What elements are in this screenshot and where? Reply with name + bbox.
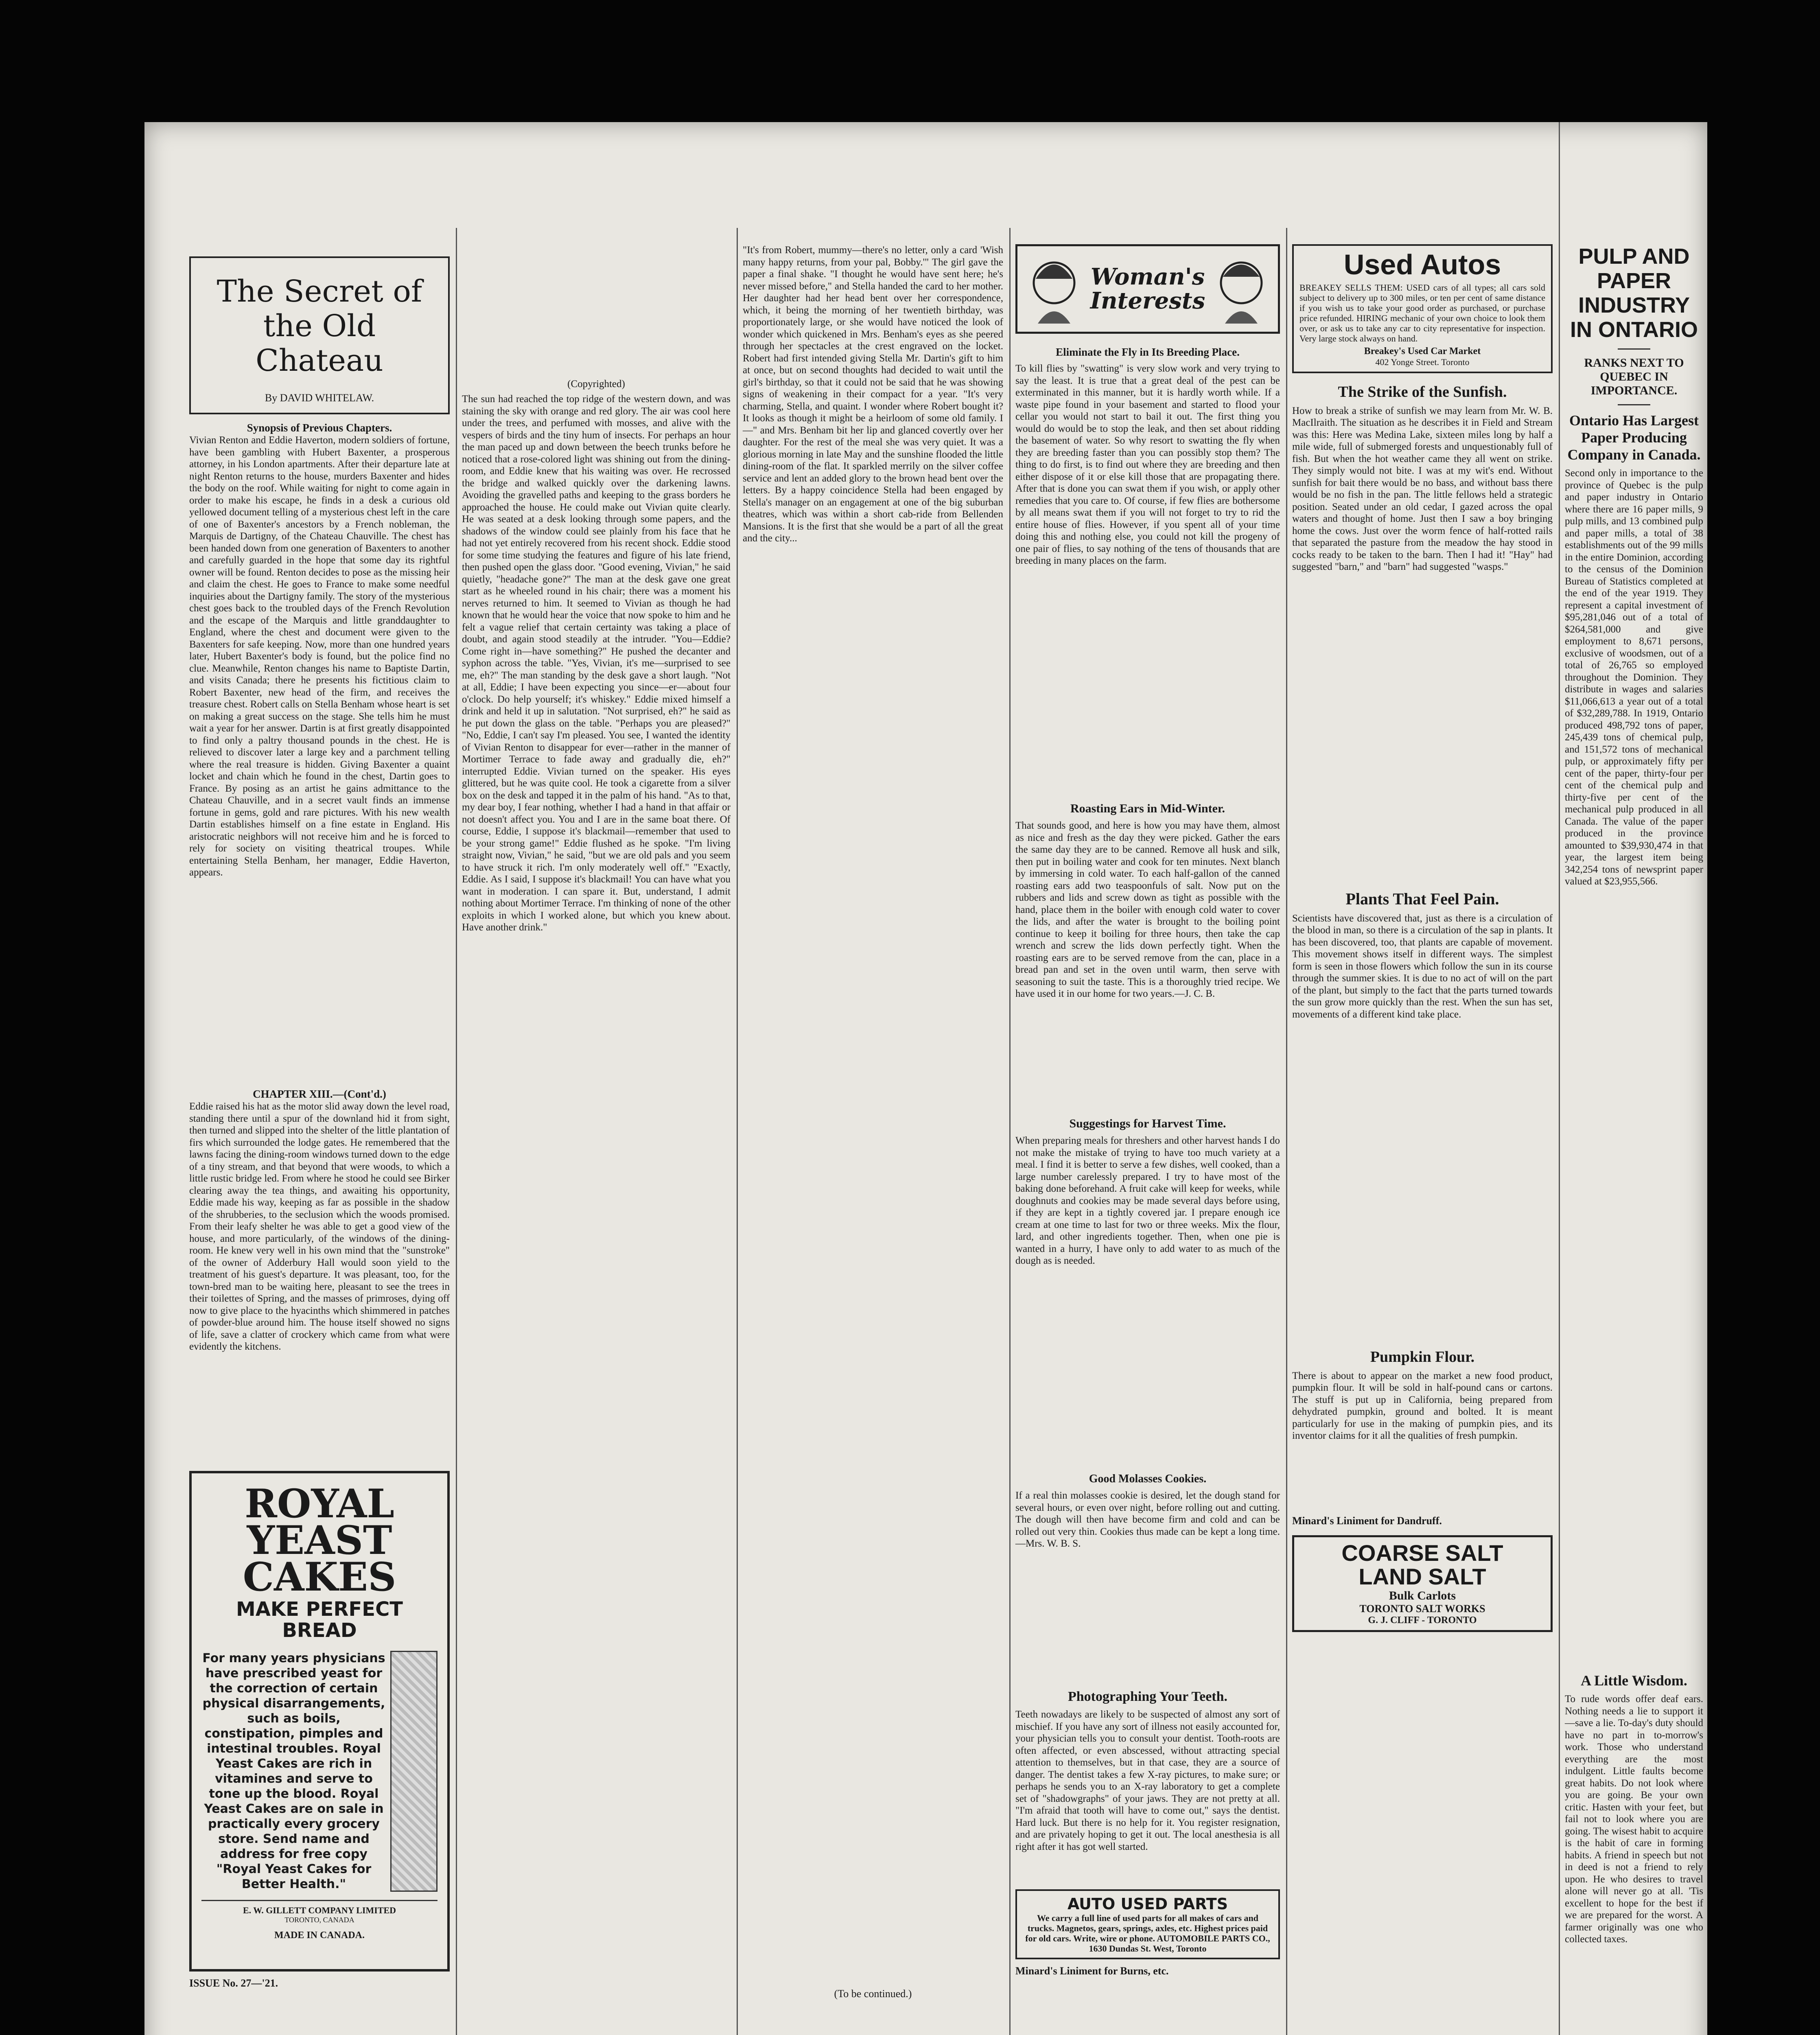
ad-cities: TORONTO, CANADA (284, 1916, 354, 1924)
ad-tagline-1: MAKE PERFECT (236, 1598, 403, 1621)
used-autos-title: Used Autos (1343, 249, 1501, 280)
wisdom-heading: A Little Wisdom. (1581, 1672, 1687, 1689)
ad-company: E. W. GILLETT COMPANY LIMITED (243, 1905, 396, 1915)
roast-text: That sounds good, and here is how you may have them, almost as nice and fresh as the day they were picked. Gather the ears the same day they are to be canned. Remove all husk and silk, then put in boiling water and cook for ten minutes. Next blanch by immersing in cold water. To each half-gallon of the canned roasting ears add two teaspoonfuls of salt. Now put on the rubbers and lids and screw down as tight as possible with the hand, place them in the boiler with enough cold water to cover the lids, and after the water is brought to the boiling point continue to keep it boiling for three hours, then take the cap wrench and screw the lids down perfectly tight. When the roasting ears are to be served remove from the can, place in a bread pan and set in the oven until warm, then serve with seasoning to suit the taste. This is a thoroughly tried recipe. We have used it in our home for two years.—J. C. B. (1015, 820, 1283, 999)
pulp-subtitle: RANKS NEXT TO QUEBEC IN IMPORTANCE. (1584, 356, 1684, 397)
used-autos-ad (1292, 244, 1553, 373)
plants-heading: Plants That Feel Pain. (1345, 889, 1499, 908)
auto-parts-ad (1015, 1889, 1280, 1959)
column-rule (456, 228, 457, 2035)
pumpkin-text: There is about to appear on the market a new food product, pumpkin flour. It will be sold in half-pound cans or cartons. The stuff is put up in California, being prepared from dehydrated pumpkin, ground and bolted. It is meant particularly for use in the making of pumpkin pies, and its inventor claims for it all the qualities of fresh pumpkin. (1292, 1370, 1555, 1441)
harvest-heading: Suggestings for Harvest Time. (1069, 1117, 1226, 1130)
yeast-package-image (390, 1651, 438, 1892)
copyright-notice: (Copyrighted) (567, 379, 625, 389)
salt-title-2: LAND SALT (1358, 1564, 1486, 1590)
ad-body: For many years physicians have prescribed yeast for the correction of certain physical disarrangements, such as boils, constipation, pimples and intestinal troubles. Royal Yeast Cakes are rich in vitamines and serve to tone up the blood. Royal Yeast Cakes are on sale in practically every grocery store. Send name and address for free copy "Royal Yeast Cakes for Better Health." (202, 1651, 385, 1891)
salt-ad (1292, 1535, 1553, 1632)
column-3 (743, 244, 1006, 2035)
column-rule (737, 228, 738, 2035)
used-autos-address: 402 Yonge Street. Toronto (1375, 357, 1470, 367)
column-rule (1009, 228, 1011, 2035)
issue-number: ISSUE No. 27—'21. (189, 1977, 278, 1989)
salt-agent: G. J. CLIFF - TORONTO (1368, 1615, 1477, 1626)
serial-byline: By DAVID WHITELAW. (265, 392, 374, 404)
ad-made-in: MADE IN CANADA. (274, 1930, 365, 1941)
column-4-bottom (1015, 1685, 1283, 2035)
used-autos-text: BREAKEY SELLS THEM: USED cars of all types; all cars sold subject to delivery up to 300 miles, or ten per cent of same distance if you wish us to take your good order as purchased, or purchase price refunded. HIRING mechanic of your own choice to look them over, or ask us to take any car to city representative for inspection. Very large stock always on hand. (1299, 282, 1545, 344)
roast-heading: Roasting Ears in Mid-Winter. (1070, 802, 1225, 815)
synopsis-text: Vivian Renton and Eddie Haverton, modern soldiers of fortune, have been gambling with Hubert Baxenter, a prosperous attorney, in his London apartments. After their departure late at night Renton returns to the house, murders Baxenter and hides the body on the roof. While waiting for night to come again in order to make his escape, he finds in a desk a curious old yellowed document telling of a mysterious chest left in the care of one of Baxenter's ancestors by a French nobleman, the Marquis de Dartigny, of the Chateau Chauville. The chest has been handed down from one generation of Baxenters to another and carefully guarded in the hope that some day its rightful owner will be found. Renton decides to pose as the missing heir and claim the chest. He goes to France to make some needful inquiries about the Dartigny family. The story of the mysterious chest goes back to the troubled days of the French Revolution and the escape of the Marquis and little granddaughter to England, where the chest and document were given to the Baxenters for safe keeping. Now, more than one hundred years later, Hubert Baxenter's body is found, but the police find no clue. Meanwhile, Renton changes his name to Baptiste Dartin, and visits Canada; there he presents his fictitious claim to Robert Baxenter, new head of the firm, and receives the treasure chest. Robert calls on Stella Benham whose heart is set on making a great success on the stage. She tells him he must wait a year for her answer. Dartin is at first greatly disappointed to find only a paltry thousand pounds in the chest. He is relieved to discover later a large key and a parchment telling where the real treasure is hidden. Giving Baxenter a quaint locket and chain which he found in the chest, Dartin goes to France. By posing as an artist he gains admittance to the Chateau Chauville, and in a secret vault finds an immense fortune in gems, gold and rare pictures. With his new wealth Dartin establishes himself on a fine estate in England. His aristocratic neighbors will not receive him and he is forced to rely for society on visiting theatrical troupes. While entertaining Stella Benham, her manager, Eddie Haverton, appears. (189, 435, 453, 878)
woman-portrait-icon (1217, 254, 1266, 324)
molasses-heading: Good Molasses Cookies. (1089, 1473, 1207, 1485)
serial-title: The Secret of the Old Chateau (217, 274, 422, 379)
column-rule (1286, 228, 1287, 2035)
sunfish-text: How to break a strike of sunfish we may learn from Mr. W. B. MacIlraith. The situation as he describes it in Field and Stream was this: Here was Medina Lake, sixteen miles long by half a mile wide, full of submerged forests and unquestionably full of fish. But when the hot weather came they all went on strike. They simply would not bite. I was at my wit's end. Without sunfish for bait there would be no bass, and without bass there would be no fish in the pan. The little fellows held a strategic position. Seated under an old cedar, I gazed across the opal waters and thought of home. Just then I saw a boy bringing home the cows. Just over the worm fence of half-rotted rails that separated the pasture from the meadow the hay stood in cocks ready to be taken to the barn. Then I had it! "Hay" had suggested "barn," and "barn" had suggested "wasps." (1292, 405, 1555, 572)
fly-text: To kill flies by "swatting" is very slow work and very trying to say the least. It is true that a great deal of the pest can be exterminated in this manner, but it is hardly worth while. If a waste pipe found in your basement and started to flood your cellar you would not start to bail it out. The first thing you would do would be to stop the leak, and then set about ridding the basement of water. So why resort to swatting the fly when they are breeding faster than you can possibly stop them? The thing to do first, is to find out where they are breeding and then either dispose of it or else kill those that are propagating there. After that is done you can swat them if you wish, or apply other remedies that you care to. Of course, if few flies are bothersome by all means swat them if you will not forget to try to rid the entire house of flies. However, if you spent all of your time doing this and nothing else, you could not kill the progeny of one pair of flies, to say nothing of the tens of thousands that are breeding in many places on the farm. (1015, 363, 1283, 566)
pulp-subtitle-2: Ontario Has Largest Paper Producing Company in Canada. (1567, 412, 1701, 463)
pulp-text: Second only in importance to the province of Quebec is the pulp and paper industry in Ontario where there are 16 paper mills, 9 pulp mills, and 13 combined pulp and paper mills, a total of 38 establishments out of the 99 mills in the entire Dominion, according to the census of the Dominion Bureau of Statistics completed at the end of the year 1919. They represent a capital investment of $95,281,046 out of a total of $264,581,000 and give employment to 8,671 persons, exclusive of woodsmen, out of a total of 26,765 so employed throughout the Dominion. They distribute in wages and salaries $11,066,613 a year out of a total of $32,289,788. In 1919, Ontario produced 498,792 tons of paper, 245,439 tons of chemical pulp, and 151,572 tons of mechanical pulp, or approximately fifty per cent of the paper, thirty-four per cent of the chemical pulp and thirty-five per cent of the mechanical pulp produced in all Canada. The value of the paper produced in the province amounted to $39,930,474 in that year, the largest item being 342,254 tons of newsprint paper valued at $23,955,566. (1565, 468, 1706, 887)
continued-note: (To be continued.) (834, 1988, 912, 2000)
serial-title-box (189, 256, 450, 414)
chapter-text: Eddie raised his hat as the motor slid away down the level road, standing there until a spur of the downland hid it from sight, then turned and slipped into the shelter of the little plantation of firs which surrounded the lodge gates. He remembered that the lawns facing the dining-room windows turned down to the edge of a tiny stream, and that beyond that were woods, to which a little rustic bridge led. From where he stood he could see Birker clearing away the tea things, and awaiting his opportunity, Eddie made his way, keeping as far as possible in the shadow of the shrubberies, to the seclusion which the woods promised. From their leafy shelter he was able to get a good view of the house, and more particularly, of the windows of the dining-room. He knew very well in his own mind that the "sunstroke" of the owner of Adderbury Hall would soon yield to the treatment of his guest's departure. It was pleasant, too, for the town-bred man to be waiting here, pleasant to see the trees in their toilettes of Spring, and the masses of primroses, dying off now to give place to the hyacinths which shimmered in patches of powder-blue around him. The house itself showed no signs of life, save a clatter of crockery which came from what were evidently the kitchens. (189, 1101, 453, 1352)
column-4-lower (1015, 798, 1283, 1681)
womans-interests-title: Woman's Interests (1090, 263, 1205, 314)
auto-parts-title: AUTO USED PARTS (1067, 1895, 1228, 1913)
royal-yeast-ad (189, 1471, 450, 1972)
synopsis-heading: Synopsis of Previous Chapters. (247, 422, 392, 434)
auto-parts-text: We carry a full line of used parts for all makes of cars and trucks. Magnetos, gears, springs, axles, etc. Highest prices paid for old cars. Write, wire or phone. AUTOMOBILE PARTS CO., 1630 Dundas St. West, Toronto (1025, 1913, 1270, 1954)
teeth-text: Teeth nowadays are likely to be suspected of almost any sort of mischief. If you have any sort of illness not easily accounted for, your physician tells you to consult your dentist. Tooth-roots are often affected, or even abscessed, without attracting special attention to themselves, but in that case, they are a source of danger. The dentist takes a few X-ray pictures, to make sure; or perhaps he sends you to an X-ray laboratory to get a complete set of "shadowgraphs" of your jaws. They are not pretty at all. "I'm afraid that tooth will have to come out," says the dentist. Hard luck. But there is no help for it. You register resignation, and are privately hoping to get it out. The local anesthesia is all right after it has got well started. (1015, 1709, 1283, 1852)
column-2 (462, 379, 731, 2035)
chapter-heading: CHAPTER XIII.—(Cont'd.) (253, 1088, 386, 1100)
ad-title-royal: ROYAL (245, 1481, 394, 1527)
pulp-headline: PULP AND PAPER INDUSTRY IN ONTARIO (1570, 244, 1698, 342)
ad-tagline-2: BREAD (282, 1619, 357, 1642)
minard-dandruff-ad: Minard's Liniment for Dandruff. (1292, 1514, 1442, 1527)
teeth-heading: Photographing Your Teeth. (1068, 1689, 1228, 1704)
minard-burns-ad: Minard's Liniment for Burns, etc. (1015, 1965, 1169, 1977)
serial-col3-text: "It's from Robert, mummy—there's no letter, only a card 'Wish many happy returns, from your pal, Bobby.'" The girl gave the paper a final shake. "I thought he would have sent here; he's never missed before," and Stella handed the card to her mother. Her daughter had her head bent over her correspondence, which, it being the morning of her twentieth birthday, was proportionately large, or she would have noticed the look of wonder which quickened in Mrs. Benham's eyes as she peered through her spectacles at the crest engraved on the locket. Robert had first intended giving Stella Mr. Dartin's gift to him at once, but on second thoughts had decided to wait until the girl's birthday, so that it could not be said that he was showing signs of weakening in their compact for a year. "It's very charming, Stella, and quaint. I wonder where Robert bought it? It looks as though it might be a heirloom of some old family. I—" and Mrs. Benham bit her lip and glanced covertly over her daughter. For the rest of the meal she was very quiet. It was a glorious morning in late May and the sunshine flooded the little dining-room of the flat. It sparkled merrily on the silver coffee service and lent an added glory to the brown head bent over the letters. By a happy coincidence Stella had been engaged by Stella's manager on an engagement at one of the big suburban theatres, which was within a short cab-ride from Bellenden Mansions. It is the first that she would be a part of all the great and the city... (743, 245, 1006, 544)
salt-company: TORONTO SALT WORKS (1359, 1603, 1485, 1615)
column-1 (189, 256, 453, 2035)
pumpkin-heading: Pumpkin Flour. (1370, 1348, 1475, 1365)
ad-title-cakes: CAKES (243, 1554, 396, 1600)
used-autos-dealer: Breakey's Used Car Market (1364, 346, 1481, 357)
molasses-text: If a real thin molasses cookie is desired, let the dough stand for several hours, or even over night, before rolling out and cutting. The dough will then have become firm and cold and can be rolled out very thin. Cookies thus made can be kept a long time.—Mrs. W. B. S. (1015, 1490, 1283, 1549)
salt-title-1: COARSE SALT (1341, 1540, 1503, 1566)
plants-text: Scientists have discovered that, just as there is a circulation of the blood in man, so there is a circulation of the sap in plants. It has been discovered, too, that plants are capable of movement. This movement shows itself in different ways. The simplest form is seen in those flowers which follow the sun in its course through the summer skies. It is due to no act of will on the part of the plant, but simply to the fact that the parts turned towards the sun grow more quickly than the rest. When the sun has set, movements of a different kind take place. (1292, 912, 1555, 1020)
serial-continued-text: The sun had reached the top ridge of the western down, and was staining the sky with orange and red glory. The air was cool here under the trees, and perfumed with mosses, and alive with the vespers of birds and the tiny hum of insects. For perhaps an hour the man paced up and down between the beech trunks before he noticed that a rose-colored light was shining out from the dining-room, and Eddie knew that his waiting was over. He recrossed the bridge and walked quickly over the darkening lawns. Avoiding the gravelled paths and keeping to the grass borders he approached the house. He could make out Vivian quite clearly. He was seated at a desk looking through some papers, and the shadows of the window could see plainly from his face that he had not yet entirely recovered from his recent shock. Eddie stood for some time studying the features and figure of his late friend, then pushed open the glass door. "Good evening, Vivian," he said quietly, "headache gone?" The man at the desk gave one great start as he wheeled round in his chair; there was a moment his nerves returned to him. It seemed to Vivian as though he had known that he would hear the voice that now spoke to him and he felt a vague relief that certain certainty was taking a place of doubt, and again stood steadily at the intruder. "You—Eddie? Come right in—have something?" He pushed the decanter and syphon across the table. "Yes, Vivian, it's me—surprised to see me, eh?" The man standing by the desk gave a short laugh. "Not at all, Eddie; I have been expecting you since—er—about four o'clock. Do help yourself; it's whiskey." Eddie mixed himself a drink and held it up in salutation. "Not surprised, eh?" he said as he put down the glass on the table. "Perhaps you are pleased?" "No, Eddie, I can't say I'm pleased. You see, I wanted the identity of Vivian Renton to disappear for ever—rather in the manner of Mortimer Terrace to fade away and gradually die, eh?" interrupted Eddie. Vivian turned on the speaker. His eyes glittered, but he was quite cool. He took a cigarette from a silver box on the desk and tapped it in the palm of his hand. "As to that, my dear boy, I fear nothing, whether I had a hand in that affair or not doesn't affect you. You and I are in the same boat there. Of course, Eddie, I suppose it's blackmail—remember that used to be your strong game!" Eddie flushed as he spoke. "I'm living straight now, Vivian," he said, "but we are old pals and you seem to have struck it rich. I'm only moderately well off." "Exactly, Eddie. As I said, I suppose it's blackmail! You can have what you want in moderation. I can spare it. But, understand, I admit nothing about Mortimer Terrace. I'm thinking of none of the other exploits in which I worked alone, but which you knew about. Have another drink." (462, 394, 733, 933)
wisdom-text: To rude words offer deaf ears. Nothing needs a lie to support it—save a lie. To-day's duty should have no part in to-morrow's work. Those who understand everything are the most indulgent. Little faults become great habits. Do not look where you are going. Be your own critic. Hasten with your feet, but fail not to look where you are going. The wisest habit to acquire is the habit of care in forming habits. A friend in speech but not in deed is not a friend to rely upon. He who desires to travel alone will never go at all. 'Tis excellent to hope for the best if we are prepared for the worst. A farmer originally was one who collected taxes. (1565, 1694, 1706, 1945)
salt-sub: Bulk Carlots (1389, 1589, 1456, 1603)
sunfish-heading: The Strike of the Sunfish. (1338, 383, 1507, 400)
ad-title-yeast: YEAST (247, 1517, 392, 1563)
column-rule (1559, 122, 1560, 2035)
column-6 (1565, 244, 1706, 2035)
column-5 (1292, 244, 1553, 2035)
woman-portrait-icon (1030, 254, 1078, 324)
newspaper-page (144, 122, 1707, 2035)
harvest-text: When preparing meals for threshers and other harvest hands I do not make the mistake of trying to have too much variety at a meal. I find it is better to serve a few dishes, well cooked, than a large number carelessly prepared. I try to have most of the baking done beforehand. A fruit cake will keep for weeks, while doughnuts and cookies may be made several days before using, if they are kept in a tightly covered jar. I prepare enough ice cream at one time to last for two or three weeks. Mix the flour, lard, and other ingredients together. Then, when one pie is wanted in a hurry, I have only to add water to as much of the dough as is needed. (1015, 1135, 1283, 1266)
fly-heading: Eliminate the Fly in Its Breeding Place. (1056, 346, 1240, 358)
